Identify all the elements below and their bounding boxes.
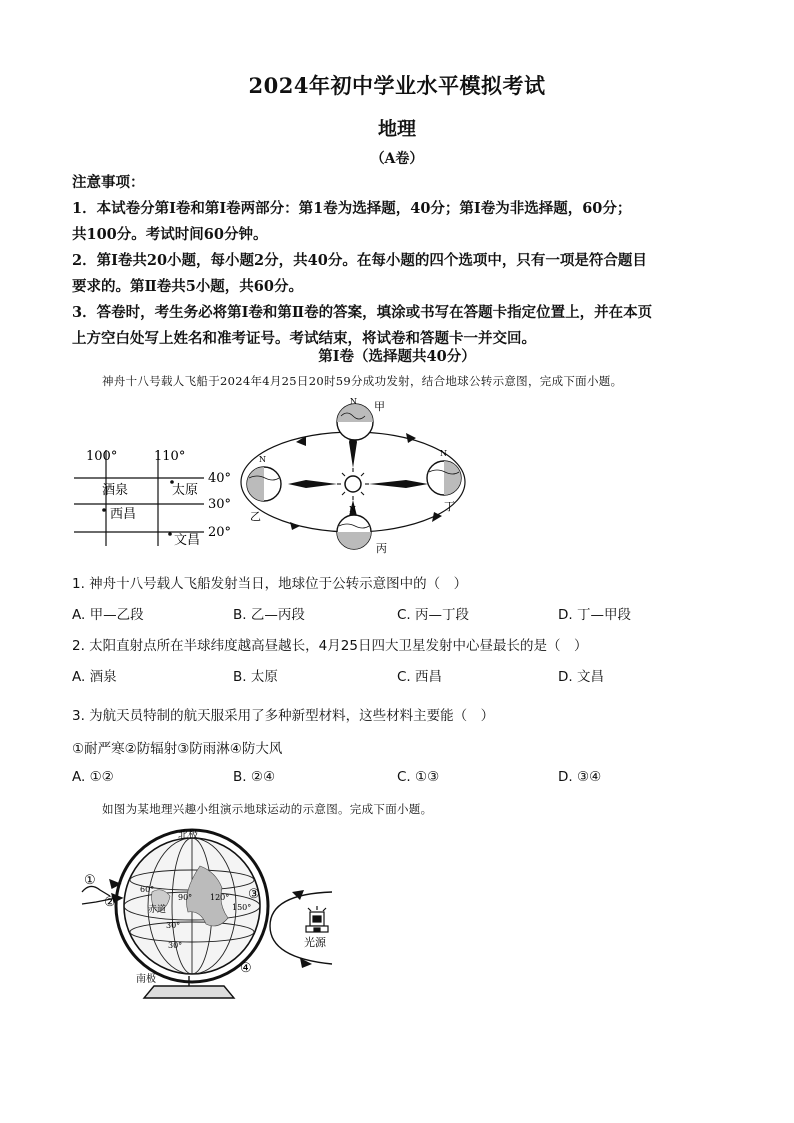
lat-label: 20° bbox=[208, 525, 232, 540]
degree-label: 150° bbox=[232, 903, 252, 912]
section-intro-2: 如图为某地理兴趣小组演示地球运动的示意图。完成下面小题。 bbox=[102, 802, 433, 816]
sun-icon bbox=[337, 468, 369, 500]
notes-block bbox=[72, 170, 732, 352]
place-label: 西昌 bbox=[110, 507, 137, 522]
label-num-2: ② bbox=[104, 895, 116, 910]
lon-label: 100° bbox=[86, 449, 118, 464]
degree-label: 60° bbox=[140, 885, 155, 894]
north-pole-label: N bbox=[440, 449, 447, 458]
notes-line: 要求的。第Ⅱ卷共5小题，共60分。 bbox=[72, 278, 303, 295]
notes-line: 共100分。考试时间60分钟。 bbox=[72, 226, 268, 243]
question-3-stem: 3. 为航天员特制的航天服采用了多种新型材料，这些材料主要能（ ） bbox=[72, 708, 495, 724]
lat-label: 30° bbox=[208, 497, 232, 512]
notes-line: 上方空白处写上姓名和准考证号。考试结束，将试卷和答题卡一并交回。 bbox=[72, 330, 536, 347]
question-1-stem: 1. 神舟十八号载人飞船发射当日，地球位于公转示意图中的（ ） bbox=[72, 576, 468, 592]
option-c[interactable]: C. ①③ bbox=[397, 769, 440, 785]
degree-label: 90° bbox=[178, 893, 193, 902]
volume-label: （A卷） bbox=[370, 151, 424, 167]
place-label: 文昌 bbox=[174, 533, 201, 548]
question-3-options bbox=[72, 769, 752, 789]
lat-label: 40° bbox=[208, 471, 232, 486]
orbit-position-label: 乙 bbox=[250, 510, 261, 523]
earth-bing bbox=[337, 505, 387, 555]
globe-stand bbox=[144, 976, 234, 998]
option-b[interactable]: B. 乙—丙段 bbox=[233, 607, 305, 623]
option-a[interactable]: A. 酒泉 bbox=[72, 669, 117, 685]
section-intro-1: 神舟十八号载人飞船于2024年4月25日20时59分成功发射，结合地球公转示意图，完成下面小题。 bbox=[102, 374, 623, 388]
question-2-options bbox=[72, 665, 752, 685]
place-label: 太原 bbox=[172, 483, 199, 498]
option-a[interactable]: A. ①② bbox=[72, 769, 114, 785]
subject-title: 地理 bbox=[377, 118, 416, 140]
orbit-position-label: 丁 bbox=[444, 500, 455, 513]
notes-line: 1．本试卷分第Ⅰ卷和第Ⅰ卷两部分：第1卷为选择题，40分；第Ⅰ卷为非选择题，60分； bbox=[72, 200, 632, 217]
option-a[interactable]: A. 甲—乙段 bbox=[72, 607, 144, 623]
north-pole-label: N bbox=[349, 505, 356, 514]
light-source-icon bbox=[306, 906, 328, 932]
label-num-1: ① bbox=[84, 873, 96, 888]
light-source-label: 光源 bbox=[304, 936, 326, 949]
label-num-3: ③ bbox=[248, 887, 260, 902]
earth-ding bbox=[427, 449, 461, 513]
north-pole-label: N bbox=[350, 398, 357, 406]
lon-label: 110° bbox=[154, 449, 186, 464]
option-d[interactable]: D. ③④ bbox=[558, 769, 602, 785]
exam-title: 2024年初中学业水平模拟考试 bbox=[248, 73, 546, 98]
option-d[interactable]: D. 丁—甲段 bbox=[558, 607, 631, 623]
notes-line: 3．答卷时，考生务必将第Ⅰ卷和第Ⅱ卷的答案，填涂或书写在答题卡指定位置上，并在本页 bbox=[72, 304, 653, 321]
orbit-position-label: 丙 bbox=[376, 542, 387, 555]
place-dot bbox=[168, 532, 172, 536]
degree-label: 120° bbox=[210, 893, 230, 902]
question-1-options bbox=[72, 603, 752, 623]
place-label: 酒泉 bbox=[102, 483, 129, 498]
degree-label: 30° bbox=[168, 941, 183, 950]
orbit-position-label: 甲 bbox=[374, 400, 385, 413]
figure-globe-demo bbox=[74, 826, 384, 1006]
north-pole-label: N bbox=[259, 455, 266, 464]
south-pole-label: 南极 bbox=[136, 974, 156, 985]
figure-orbit-map bbox=[66, 398, 476, 558]
option-c[interactable]: C. 西昌 bbox=[397, 669, 443, 685]
lat-lon-grid bbox=[74, 450, 204, 546]
north-pole-label: 北极 bbox=[178, 830, 198, 841]
label-num-4: ④ bbox=[240, 961, 252, 976]
option-d[interactable]: D. 文昌 bbox=[558, 669, 604, 685]
question-3-sub: ①耐严寒②防辐射③防雨淋④防大风 bbox=[72, 741, 283, 757]
equator-label: 赤道 bbox=[148, 905, 167, 915]
sunlight-rays bbox=[288, 426, 428, 524]
question-2-stem: 2. 太阳直射点所在半球纬度越高昼越长，4月25日四大卫星发射中心昼最长的是（ ） bbox=[72, 638, 588, 654]
section-heading: 第Ⅰ卷（选择题共40分） bbox=[318, 348, 476, 365]
option-b[interactable]: B. ②④ bbox=[233, 769, 276, 785]
option-b[interactable]: B. 太原 bbox=[233, 669, 278, 685]
notes-heading: 注意事项： bbox=[72, 174, 145, 191]
degree-label: 30° bbox=[166, 921, 181, 930]
place-dot bbox=[102, 508, 106, 512]
option-c[interactable]: C. 丙—丁段 bbox=[397, 607, 470, 623]
notes-line: 2．第Ⅰ卷共20小题，每小题2分，共40分。在每小题的四个选项中，只有一项是符合题目 bbox=[72, 252, 647, 269]
